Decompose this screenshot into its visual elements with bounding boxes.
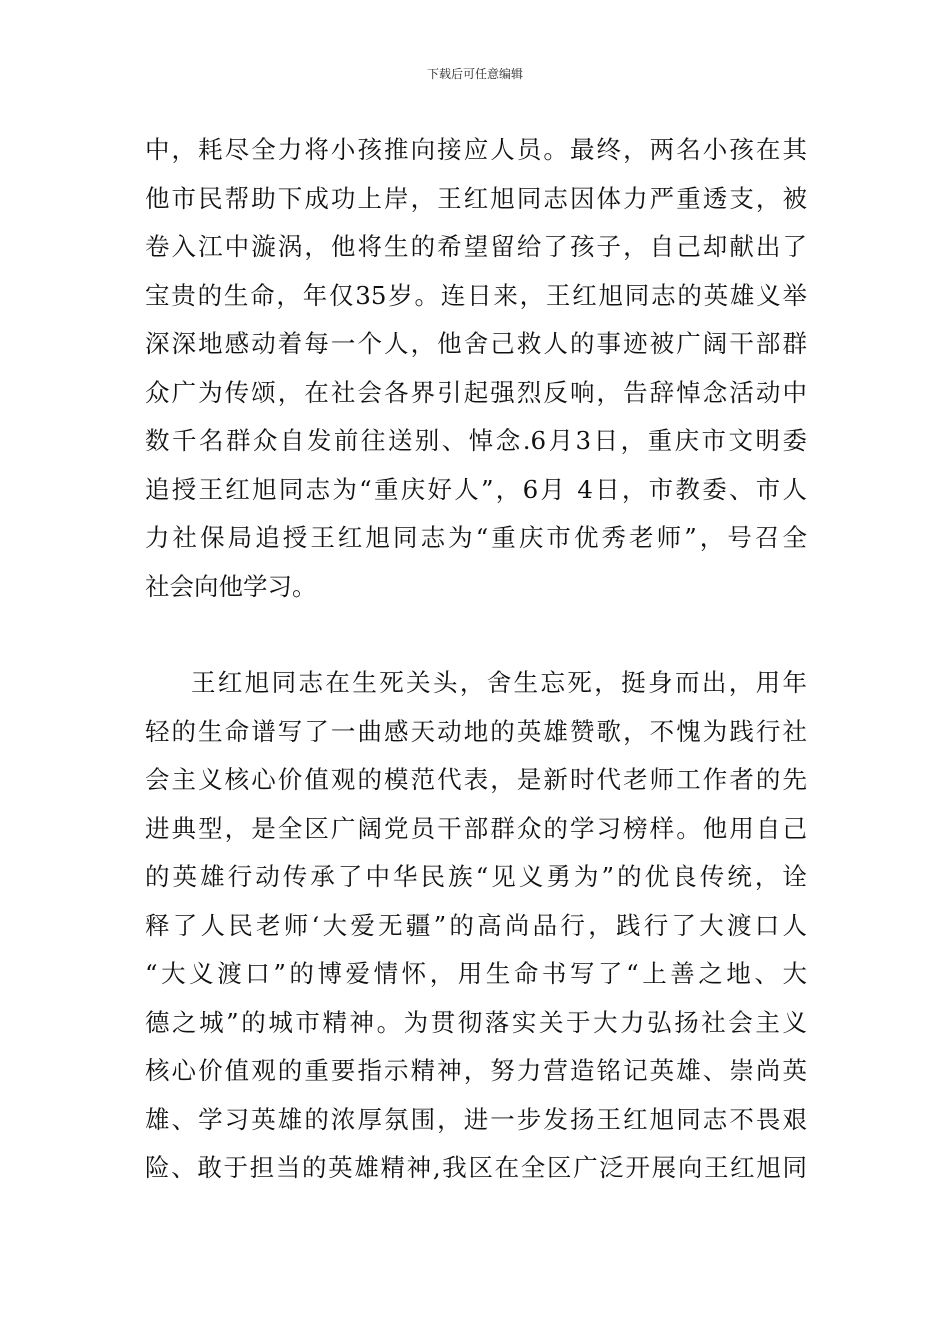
text-line: 力社保局追授王红旭同志为“重庆市优秀老师”，号召全 <box>145 523 807 552</box>
text-line: 数千名群众自发前往送别、悼念.6月3日，重庆市文明委 <box>145 426 807 455</box>
text-line: 宝贵的生命，年仅35岁。连日来，王红旭同志的英雄义举 <box>145 280 807 310</box>
text-line: 卷入江中漩涡，他将生的希望留给了孩子，自己却献出了 <box>145 232 807 261</box>
text-line: 进典型，是全区广阔党员干部群众的学习榜样。他用自己 <box>145 813 807 843</box>
text-line: 众广为传颂，在社会各界引起强烈反响，告辞悼念活动中 <box>145 377 807 407</box>
page-header: 下载后可任意编辑 <box>426 67 523 81</box>
text-line: 深深地感动着每一个人，他舍己救人的事迹被广阔干部群 <box>145 329 807 358</box>
text-line: 他市民帮助下成功上岸，王红旭同志因体力严重透支，被 <box>145 183 807 213</box>
text-line: 险、敢于担当的英雄精神,我区在全区广泛开展向王红旭同 <box>145 1153 807 1182</box>
paragraph-1 <box>145 126 807 611</box>
text-line: 王红旭同志在生死关头，舍生忘死，挺身而出，用年 <box>191 668 807 697</box>
text-line: 德之城”的城市精神。为贯彻落实关于大力弘扬社会主义 <box>145 1007 807 1037</box>
text-line: 中，耗尽全力将小孩推向接应人员。最终，两名小孩在其 <box>145 135 807 164</box>
text-line: 追授王红旭同志为“重庆好人”，6月 4日，市教委、市人 <box>145 474 807 504</box>
text-line: 雄、学习英雄的浓厚氛围，进一步发扬王红旭同志不畏艰 <box>145 1104 807 1134</box>
text-line: 的英雄行动传承了中华民族“见义勇为”的优良传统，诠 <box>145 862 807 891</box>
text-line: 社会向他学习。 <box>145 571 317 601</box>
text-line: 释了人民老师‘大爱无疆”的高尚品行，践行了大渡口人 <box>145 910 807 940</box>
text-line: “大义渡口”的博爱情怀，用生命书写了“上善之地、大 <box>145 959 807 988</box>
document-body <box>145 126 807 1193</box>
text-line: 轻的生命谱写了一曲感天动地的英雄赞歌，不愧为践行社 <box>145 716 807 746</box>
text-line: 核心价值观的重要指示精神，努力营造铭记英雄、崇尚英 <box>145 1056 807 1085</box>
text-line: 会主义核心价值观的模范代表，是新时代老师工作者的先 <box>145 765 807 794</box>
paragraph-2 <box>145 659 807 1193</box>
paragraph-spacer <box>145 611 807 659</box>
